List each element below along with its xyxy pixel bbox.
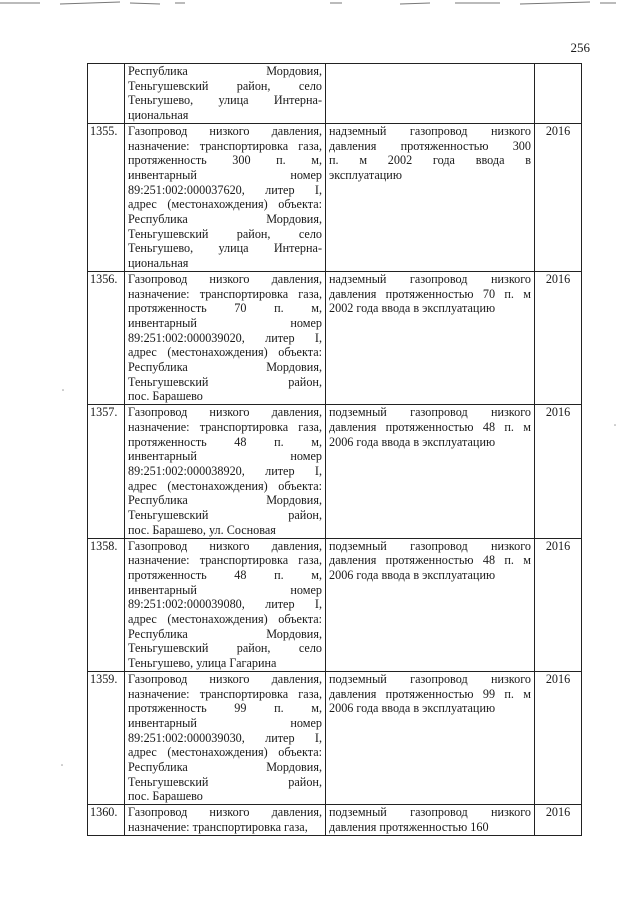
description-line: протяженность 70 п. м,: [128, 301, 322, 316]
characteristics-line: подземный газопровод низкого: [329, 805, 531, 820]
characteristics-line: подземный газопровод низкого: [329, 671, 531, 686]
characteristics-line: давления протяженностью 48 п. м: [329, 419, 531, 434]
description-line: инвентарный номер: [128, 449, 322, 464]
description-line: адрес (местонахождения) объекта:: [128, 612, 322, 627]
characteristics-line: давления протяженностью 160: [329, 819, 489, 834]
description-line: Газопровод низкого давления,: [128, 271, 322, 286]
year-cell: 2016: [535, 671, 582, 804]
description-line: адрес (местонахождения) объекта:: [128, 478, 322, 493]
characteristics-line: п. м 2002 года ввода в: [329, 153, 531, 168]
description-line: Газопровод низкого давления,: [128, 538, 322, 553]
description-line: Республика Мордовия,: [128, 64, 322, 78]
description-line: инвентарный номер: [128, 582, 322, 597]
description-line: протяженность 48 п. м,: [128, 434, 322, 449]
characteristics-line: давления протяженностью 99 п. м: [329, 686, 531, 701]
characteristics-line: эксплуатацию: [329, 167, 402, 182]
characteristics-line: подземный газопровод низкого: [329, 538, 531, 553]
description-line: Теньгушево, улица Гагарина: [128, 656, 277, 671]
characteristics-line: 2002 года ввода в эксплуатацию: [329, 301, 496, 316]
description-line: Теньгушевский район, село: [128, 78, 322, 93]
row-number: 1358.: [88, 538, 125, 671]
description-line: назначение: транспортировка газа,: [128, 553, 322, 568]
description-line: пос. Барашево: [128, 389, 203, 404]
description-line: Теньгушево, улица Интерна-: [128, 93, 322, 108]
description-line: инвентарный номер: [128, 167, 322, 182]
description-line: Теньгушевский район, село: [128, 641, 322, 656]
description-line: 89:251:002:000039080, литер I,: [128, 597, 322, 612]
description-line: 89:251:002:000038920, литер I,: [128, 463, 322, 478]
characteristics-line: давления протяженностью 70 п. м: [329, 286, 531, 301]
characteristics-line: 2006 года ввода в эксплуатацию: [329, 701, 496, 716]
description-line: Республика Мордовия,: [128, 760, 322, 775]
description-line: адрес (местонахождения) объекта:: [128, 345, 322, 360]
description-line: Газопровод низкого давления,: [128, 671, 322, 686]
description-line: 89:251:002:000039030, литер I,: [128, 730, 322, 745]
page-number: 256: [570, 40, 590, 55]
description-line: назначение: транспортировка газа,: [128, 419, 322, 434]
description-line: инвентарный номер: [128, 315, 322, 330]
description-line: Республика Мордовия,: [128, 493, 322, 508]
description-line: Теньгушевский район, село: [128, 226, 322, 241]
year-cell: 2016: [535, 271, 582, 404]
description-line: протяженность 48 п. м,: [128, 567, 322, 582]
description-line: циональная: [128, 256, 189, 271]
characteristics-line: 2006 года ввода в эксплуатацию: [329, 567, 496, 582]
year-cell: 2016: [535, 405, 582, 538]
characteristics-line: надземный газопровод низкого: [329, 123, 531, 138]
description-line: протяженность 300 п. м,: [128, 153, 322, 168]
description-line: Газопровод низкого давления,: [128, 805, 322, 820]
description-line: 89:251:002:000037620, литер I,: [128, 182, 322, 197]
description-line: пос. Барашево: [128, 789, 203, 804]
description-line: Республика Мордовия,: [128, 360, 322, 375]
description-line: 89:251:002:000039020, литер I,: [128, 330, 322, 345]
description-line: Газопровод низкого давления,: [128, 123, 322, 138]
characteristics-line: 2006 года ввода в эксплуатацию: [329, 434, 496, 449]
description-line: инвентарный номер: [128, 715, 322, 730]
description-line: пос. Барашево, ул. Сосновая: [128, 522, 276, 537]
description-line: Теньгушево, улица Интерна-: [128, 241, 322, 256]
description-line: Газопровод низкого давления,: [128, 405, 322, 420]
row-number: 1359.: [88, 671, 125, 804]
characteristics-line: давления протяженностью 48 п. м: [329, 553, 531, 568]
year-cell: 2016: [535, 538, 582, 671]
description-line: Республика Мордовия,: [128, 626, 322, 641]
description-line: Теньгушевский район,: [128, 374, 322, 389]
year-cell: 2016: [535, 123, 582, 271]
description-line: циональная: [128, 108, 189, 123]
description-line: Республика Мордовия,: [128, 212, 322, 227]
description-line: назначение: транспортировка газа,: [128, 138, 322, 153]
row-number: 1360.: [88, 805, 125, 835]
description-line: адрес (местонахождения) объекта:: [128, 745, 322, 760]
characteristics-line: надземный газопровод низкого: [329, 271, 531, 286]
characteristics-line: давления протяженностью 300: [329, 138, 531, 153]
description-line: адрес (местонахождения) объекта:: [128, 197, 322, 212]
description-line: Теньгушевский район,: [128, 508, 322, 523]
row-number: 1355.: [88, 123, 125, 271]
description-line: назначение: транспортировка газа,: [128, 819, 308, 834]
row-number: 1357.: [88, 405, 125, 538]
description-line: Теньгушевский район,: [128, 774, 322, 789]
characteristics-line: подземный газопровод низкого: [329, 405, 531, 420]
description-line: назначение: транспортировка газа,: [128, 286, 322, 301]
row-number: 1356.: [88, 271, 125, 404]
description-line: протяженность 99 п. м,: [128, 701, 322, 716]
description-line: назначение: транспортировка газа,: [128, 686, 322, 701]
year-cell: 2016: [535, 805, 582, 835]
